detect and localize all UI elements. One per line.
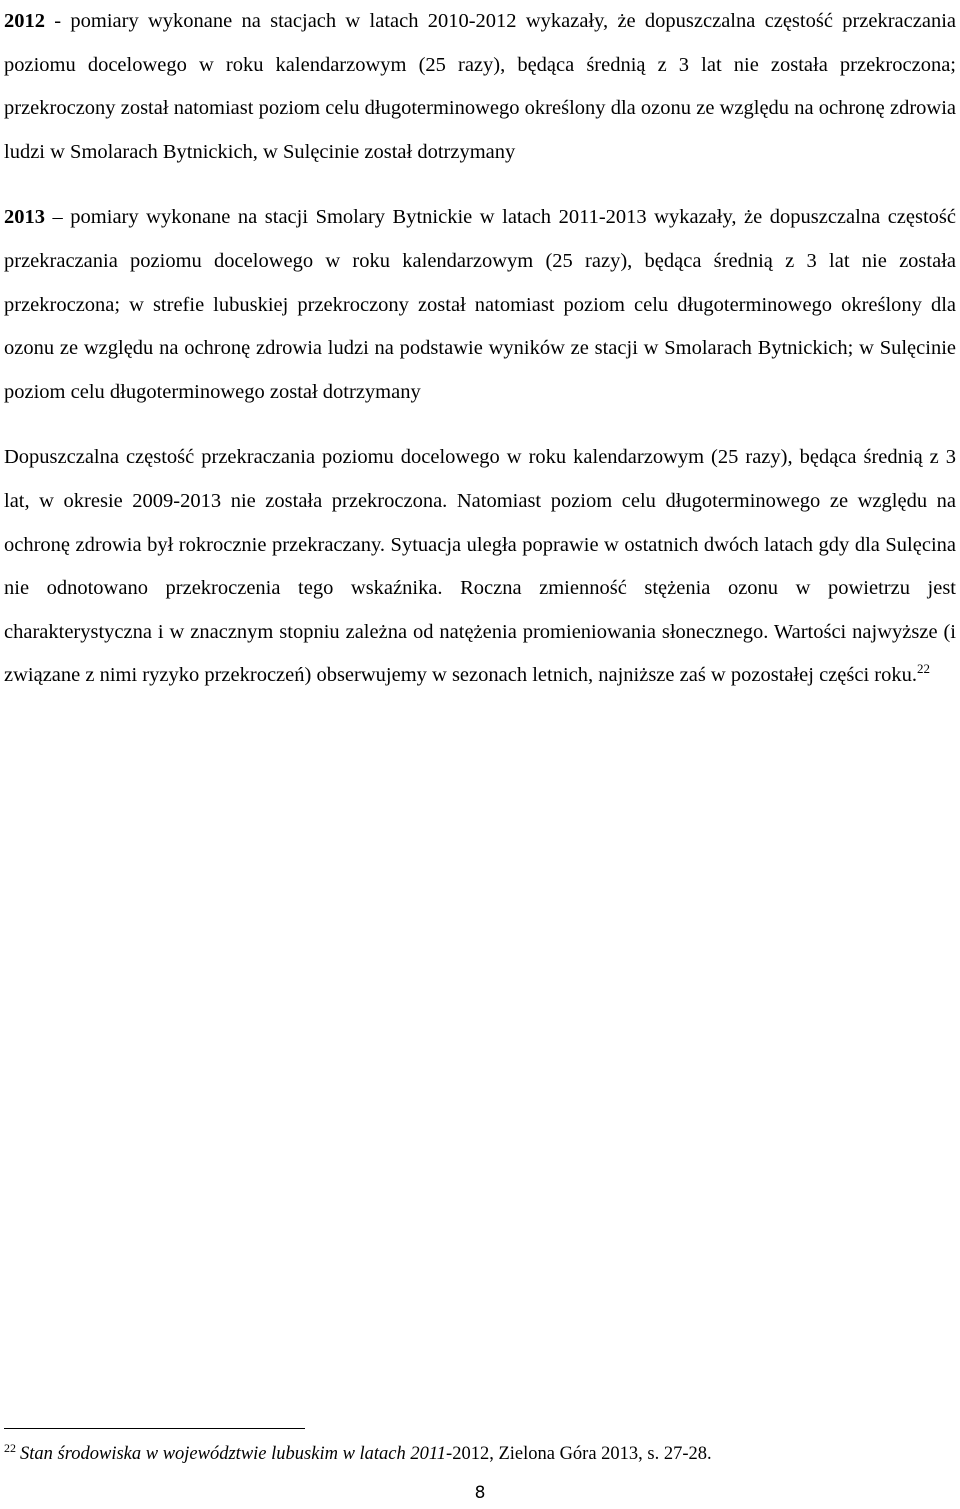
footnote-reference: 22 bbox=[917, 661, 930, 677]
paragraph-summary-text: Dopuszczalna częstość przekraczania poziomu docelowego w roku kalendarzowym (25 razy), będąca średnią z 3 lat, w okresie 2009-2013 nie została przekroczona. Natomiast poziom celu długoterminowego ze względu na ochronę zdrowia był rokrocznie przekraczany. Sytuacja uległa poprawie w ostatnich dwóch latach gdy dla Sulęcina nie odnotowano przekroczenia tego wskaźnika. Roczna zmienność stężenia ozonu w powietrzu jest charakterystyczna i w znacznym stopniu zależna od natężenia promieniowania słonecznego. Wartości najwyższe (i związane z nimi ryzyko przekroczeń) obserwujemy w sezonach letnich, najniższe zaś w pozostałej części roku. bbox=[4, 446, 956, 687]
year-label-2012: 2012 bbox=[4, 10, 45, 32]
footnote-title: Stan środowiska w województwie lubuskim w latach 2011 bbox=[20, 1444, 447, 1464]
footnote-details: -2012, Zielona Góra 2013, s. 27-28. bbox=[446, 1444, 712, 1464]
paragraph-2013 bbox=[4, 196, 956, 414]
paragraph-2013-text: – pomiary wykonane na stacji Smolary Bytnickie w latach 2011-2013 wykazały, że dopuszczalna częstość przekraczania poziomu docelowego w roku kalendarzowym (25 razy), będąca średnią z 3 lat nie została przekroczona; w strefie lubuskiej przekroczony został natomiast poziom celu długoterminowego określony dla ozonu ze względu na ochronę zdrowia ludzi na podstawie wyników ze stacji w Smolarach Bytnickich; w Sulęcinie poziom celu długoterminowego został dotrzymany bbox=[4, 206, 956, 403]
footnote bbox=[4, 1438, 956, 1470]
footnote-number: 22 bbox=[4, 1440, 16, 1455]
year-label-2013: 2013 bbox=[4, 206, 45, 229]
paragraph-2012 bbox=[4, 0, 956, 174]
footnote-separator bbox=[4, 1428, 305, 1429]
paragraph-summary bbox=[4, 436, 956, 698]
document-page bbox=[4, 0, 956, 698]
paragraph-2012-text: - pomiary wykonane na stacjach w latach 2010-2012 wykazały, że dopuszczalna częstość przekraczania poziomu docelowego w roku kalendarzowym (25 razy), będąca średnią z 3 lat nie została przekroczona; przekroczony został natomiast poziom celu długoterminowego określony dla ozonu ze względu na ochronę zdrowia ludzi w Smolarach Bytnickich, w Sulęcinie został dotrzymany bbox=[4, 10, 956, 163]
page-number: 8 bbox=[474, 1483, 486, 1503]
